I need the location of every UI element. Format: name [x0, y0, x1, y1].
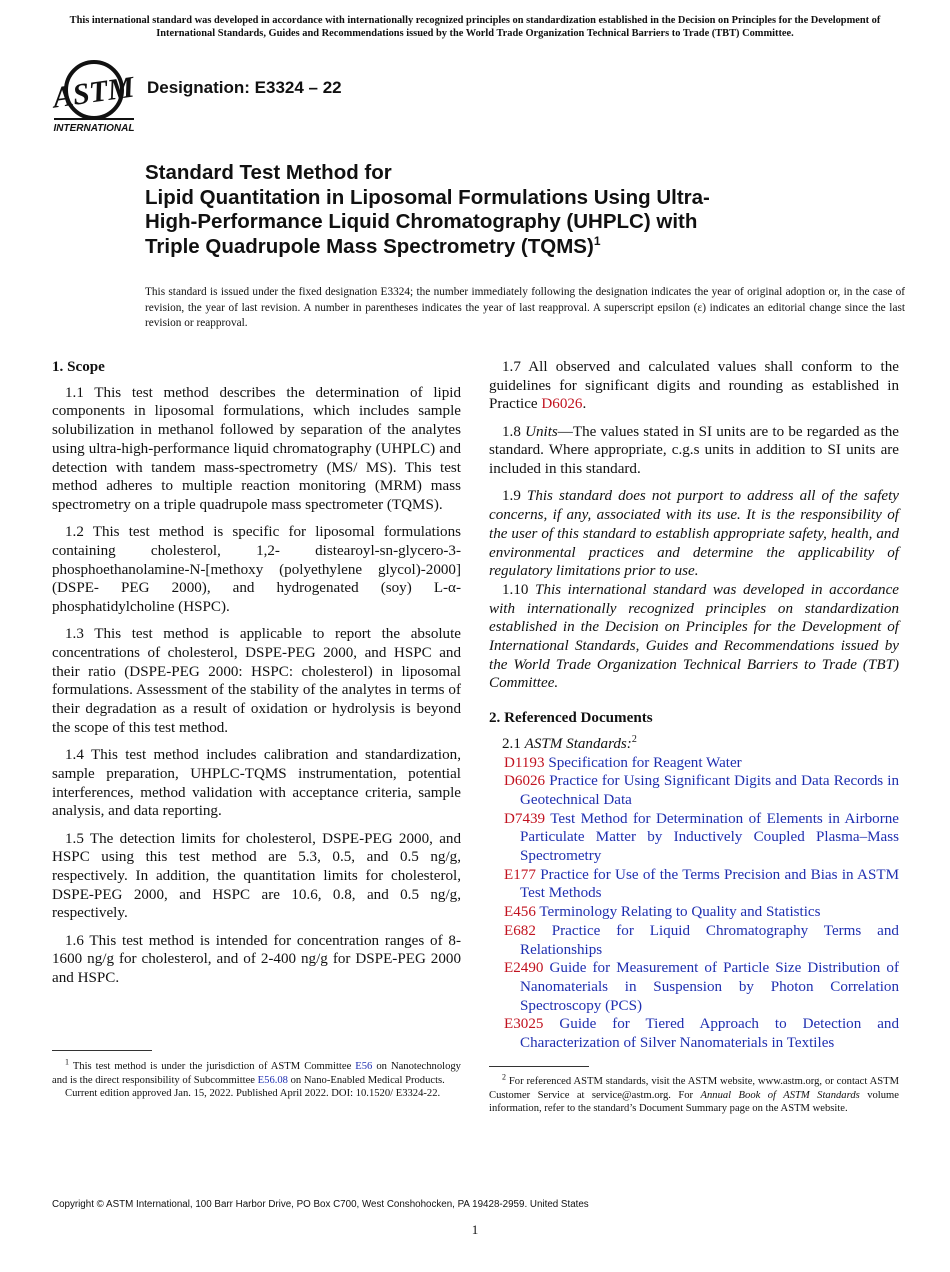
reference-code[interactable]: E3025	[504, 1016, 544, 1033]
footnote-2-part-b: volume information, refer to the standard’s Document Summary page on the ASTM website.	[489, 1089, 899, 1115]
footnote-1-part-a: This test method is under the jurisdiction of ASTM Committee	[72, 1061, 356, 1072]
paragraph-1-7	[489, 358, 899, 414]
astm-logo-icon	[52, 56, 136, 134]
reference-title[interactable]: Specification for Reagent Water	[548, 754, 742, 771]
paragraph-1-3: 1.3 This test method is applicable to report the absolute concentrations of cholesterol, DSPE-PEG 2000, and HSPC and their ratio (DSPE-PEG 2000: HSPC: cholesterol) in liposomal formulations. Assessment of the stability of the analytes in terms of their degradation as a result of oxidation or hydrolysis is beyond the scope of this test method.	[52, 626, 461, 736]
document-title	[145, 161, 825, 259]
logo-text: ASTM	[52, 70, 136, 115]
footnote-2-book-title: Annual Book of ASTM Standards	[700, 1089, 860, 1101]
reference-item[interactable]	[489, 903, 899, 922]
designation: Designation: E3324 – 22	[147, 78, 342, 97]
paragraph-1-8	[489, 423, 899, 479]
link-e56[interactable]: E56	[355, 1061, 373, 1072]
referenced-documents-list	[489, 754, 899, 1053]
footnote-1	[52, 1057, 461, 1101]
paragraph-2-1	[489, 735, 899, 754]
title-line-4	[145, 235, 825, 260]
reference-item[interactable]	[489, 772, 899, 809]
title-line-2: Lipid Quantitation in Liposomal Formulations Using Ultra-	[145, 185, 710, 209]
reference-title[interactable]: Guide for Tiered Approach to Detection and Characterization of Silver Nanomaterials in Textiles	[520, 1016, 899, 1052]
paragraph-1-5: 1.5 The detection limits for cholesterol, DSPE-PEG 2000, and HSPC using this test method are 5.3, 0.5, and 0.5 ng/g, respectively. In addition, the quantitation limits for cholesterol, DSPE-PEG 2000, and HSPC are 10.6, 0.8, and 0.5 ng/g, respectively.	[52, 830, 461, 922]
title-line-1: Standard Test Method for	[145, 161, 392, 184]
footnote-1-mark: 1	[65, 1057, 69, 1067]
reference-item[interactable]	[489, 866, 899, 903]
paragraph-1-6: 1.6 This test method is intended for concentration ranges of 8-1600 ng/g for cholesterol, and of 2-400 ng/g for DSPE-PEG 2000 and HSPC.	[52, 932, 461, 987]
footnote-1-edition: Current edition approved Jan. 15, 2022. Published April 2022. DOI: 10.1520/ E3324-22.	[65, 1088, 441, 1100]
footnote-2-part-a: For referenced ASTM standards, visit the ASTM website, www.astm.org, or contact ASTM Customer Service at service@astm.org. For	[489, 1076, 899, 1101]
reference-item[interactable]	[489, 810, 899, 866]
paragraph-1-9	[489, 487, 899, 581]
page-number: 1	[471, 1222, 479, 1237]
reference-title[interactable]: Practice for Using Significant Digits and Data Records in Geotechnical Data	[520, 773, 900, 808]
reference-code[interactable]: E456	[504, 904, 536, 921]
reference-title[interactable]: Guide for Measurement of Particle Size Distribution of Nanomaterials in Suspension by Photon Correlation Spectroscopy (PCS)	[520, 960, 899, 1014]
reference-title[interactable]: Terminology Relating to Quality and Statistics	[539, 904, 821, 921]
footnote-1-text	[52, 1057, 461, 1087]
paragraph-1-7-end: .	[582, 396, 587, 413]
reference-title[interactable]: Practice for Use of the Terms Precision and Bias in ASTM Test Methods	[520, 866, 899, 902]
astm-standards-label: ASTM Standards:	[524, 735, 632, 752]
issue-note: This standard is issued under the fixed designation E3324; the number immediately following the designation indicates the year of original adoption or, in the case of revision, the year of last revision. A number in parentheses indicates the year of last reapproval. A superscript epsilon (ε) indicates an editorial change since the last revision or reapproval.	[145, 286, 905, 329]
reference-item[interactable]	[489, 959, 899, 1015]
section-2-heading: 2. Referenced Documents	[489, 710, 653, 727]
right-column	[489, 358, 899, 1053]
reference-item[interactable]	[489, 754, 899, 773]
link-d6026[interactable]: D6026	[541, 396, 583, 413]
paragraph-1-4: 1.4 This test method includes calibration and standardization, sample preparation, UHPLC-TQMS instrumentation, potential interferences, method validation with acceptance criteria, sample analysis, and data reporting.	[52, 747, 461, 820]
paragraph-1-9-text: This standard does not purport to address all of the safety concerns, if any, associated with its use. It is the responsibility of the user of this standard to establish appropriate safety, health, and environmental practices and determine the applicability of regulatory limitations prior to use.	[489, 488, 900, 580]
reference-code[interactable]: E177	[504, 866, 536, 883]
reference-item[interactable]	[489, 922, 899, 959]
paragraph-1-10-text: This international standard was developed in accordance with internationally recognized principles on standardization established in the Decision on Principles for the Development of International Standards, Guides and Recommendations issued by the World Trade Organization Technical Barriers to Trade (TBT) Committee.	[489, 581, 900, 692]
title-line-4-text: Triple Quadrupole Mass Spectrometry (TQMS)	[145, 234, 594, 258]
paragraph-1-10-number: 1.10	[502, 581, 536, 598]
reference-title[interactable]: Test Method for Determination of Elements in Airborne Particulate Matter by Inductively Coupled Plasma–Mass Spectrometry	[520, 810, 899, 865]
paragraph-1-8-units: Units	[525, 423, 558, 440]
paragraph-1-1: 1.1 This test method describes the determination of lipid components in liposomal formulations, which includes sample solubilization in methanol followed by separation of the analytes using ultra-high-performance liquid chromatography (UHPLC) and detection with tandem mass-spectrometry (MS/ MS). This test method adheres to multiple reaction monitoring (MRM) mass spectrometry on a triple quadrupole mass spectrometer (TQMS).	[52, 384, 461, 513]
section-1-heading: 1. Scope	[52, 359, 105, 375]
paragraph-1-2: 1.2 This test method is specific for liposomal formulations containing cholesterol, 1,2- distearoyl-sn-glycero-3-phosphoethanolamine-N-[methoxy (polyethylene glycol)-2000] (DSPE- PEG 2000), and hydrogenated (soy) L-α-phosphatidylcholine (HSPC).	[52, 524, 461, 616]
left-column	[52, 358, 461, 996]
reference-code[interactable]: E682	[504, 922, 536, 939]
link-e56-08[interactable]: E56.08	[257, 1074, 288, 1086]
title-line-3: High-Performance Liquid Chromatography (UHPLC) with	[145, 210, 698, 233]
astm-logo	[52, 56, 136, 134]
footnote-2-mark: 2	[502, 1072, 506, 1082]
reference-item[interactable]	[489, 1015, 899, 1052]
top-notice: This international standard was developed in accordance with internationally recognized principles on standardization established in the Decision on Principles for the Development of International Standards, Guides and Recommendations issued by the World Trade Organization Technical Barriers to Trade (TBT) Committee.	[69, 15, 881, 39]
footnote-2-text	[489, 1072, 899, 1116]
reference-code[interactable]: D6026	[504, 773, 546, 790]
reference-code[interactable]: E2490	[504, 960, 544, 977]
logo-subtext: INTERNATIONAL	[53, 123, 135, 134]
reference-code[interactable]: D7439	[504, 810, 546, 827]
paragraph-1-8-number: 1.8	[502, 423, 526, 440]
footnote-1-part-c: on Nano-Enabled Medical Products.	[287, 1074, 445, 1086]
title-footnote-mark: 1	[593, 233, 601, 248]
footnote-1-part-b: on Nanotechnology and is the direct responsibility of Subcommittee	[52, 1061, 461, 1086]
copyright-line: Copyright © ASTM International, 100 Barr Harbor Drive, PO Box C700, West Conshohocken, PA 19428-2959. United States	[52, 1199, 589, 1210]
footnote-divider-right	[489, 1066, 589, 1067]
footnote-2-mark: 2	[631, 733, 637, 745]
paragraph-1-10	[489, 581, 899, 693]
paragraph-2-1-number: 2.1	[502, 735, 525, 752]
paragraph-1-7-text: 1.7 All observed and calculated values shall conform to the guidelines for significant digits and rounding as established in Practice	[489, 359, 899, 413]
footnote-2	[489, 1072, 899, 1116]
reference-code[interactable]: D1193	[504, 754, 545, 771]
footnote-divider-left	[52, 1050, 152, 1051]
paragraph-1-9-number: 1.9	[502, 488, 527, 505]
paragraph-1-8-text: —The values stated in SI units are to be regarded as the standard. Where appropriate, c.g.s units in addition to SI units are included in this standard.	[489, 423, 899, 478]
reference-title[interactable]: Practice for Liquid Chromatography Terms and Relationships	[520, 922, 899, 958]
